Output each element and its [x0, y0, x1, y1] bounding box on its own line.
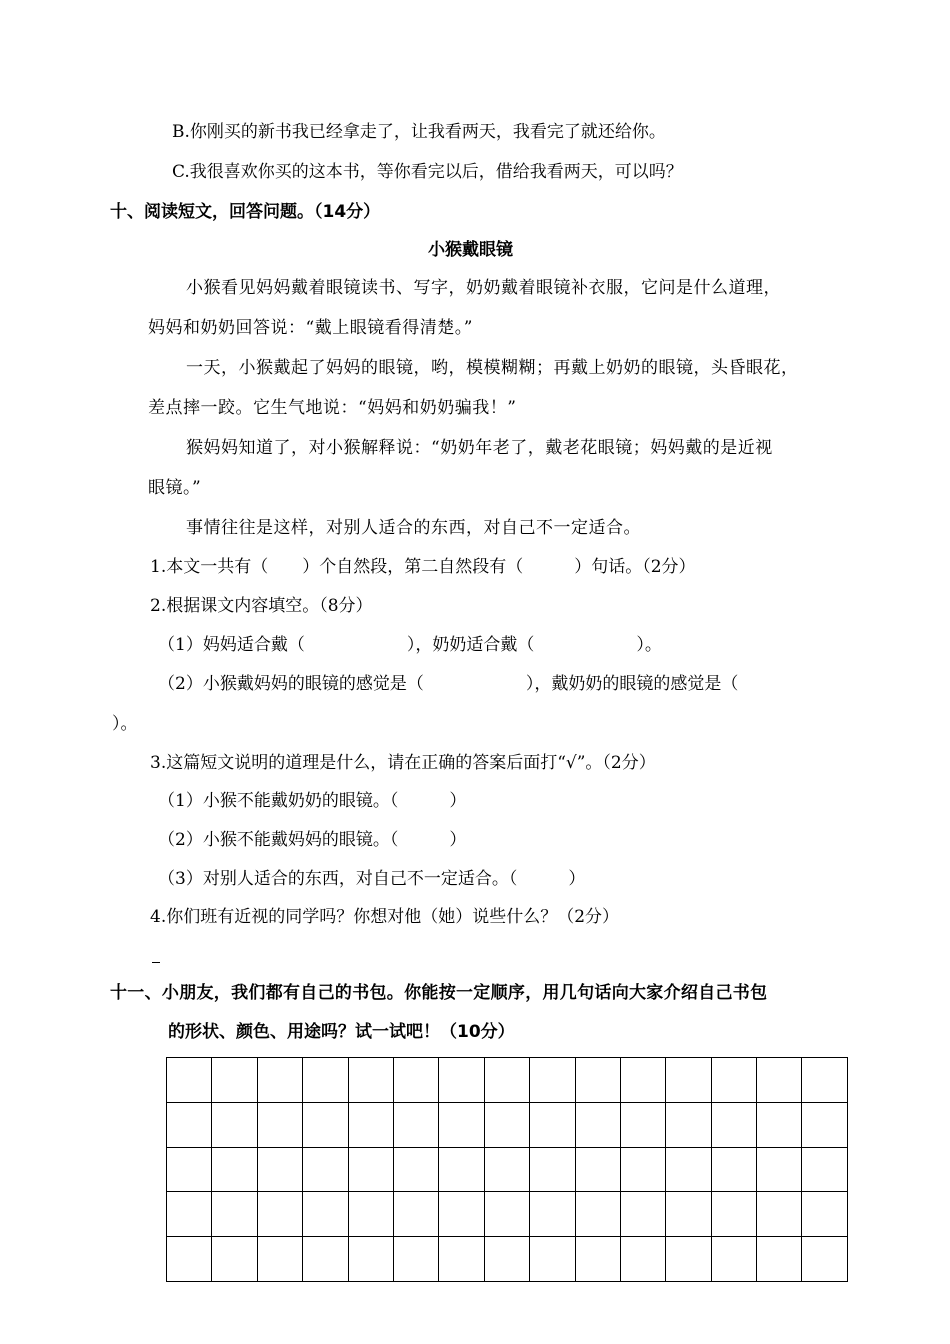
writing-grid-cell[interactable]	[393, 1102, 438, 1147]
writing-grid-cell[interactable]	[303, 1147, 348, 1192]
question-2-1: （1）妈妈适合戴（ ），奶奶适合戴（ ）。	[158, 635, 662, 655]
writing-grid-cell[interactable]	[212, 1058, 257, 1103]
question-2-2-line2: ）。	[112, 714, 138, 734]
question-3-option-3: （3）对别人适合的东西，对自己不一定适合。（ ）	[158, 869, 586, 889]
writing-grid-row	[167, 1237, 848, 1282]
writing-grid-cell[interactable]	[257, 1192, 302, 1237]
passage-para1-line1: 小猴看见妈妈戴着眼镜读书、写字，奶奶戴着眼镜补衣服，它问是什么道理，	[186, 278, 781, 298]
answer-line-mark	[152, 962, 160, 963]
question-2-2-line1: （2）小猴戴妈妈的眼镜的感觉是（ ），戴奶奶的眼镜的感觉是（	[158, 674, 739, 694]
writing-grid-cell[interactable]	[530, 1147, 575, 1192]
writing-grid-row	[167, 1147, 848, 1192]
writing-grid-cell[interactable]	[666, 1147, 711, 1192]
writing-grid-cell[interactable]	[575, 1147, 620, 1192]
writing-grid-row	[167, 1058, 848, 1103]
writing-grid-cell[interactable]	[439, 1102, 484, 1147]
writing-grid-cell[interactable]	[348, 1058, 393, 1103]
writing-grid-cell[interactable]	[575, 1102, 620, 1147]
writing-grid-cell[interactable]	[439, 1192, 484, 1237]
writing-grid-cell[interactable]	[303, 1058, 348, 1103]
writing-grid-cell[interactable]	[530, 1192, 575, 1237]
writing-grid-cell[interactable]	[484, 1147, 529, 1192]
writing-grid-cell[interactable]	[167, 1192, 212, 1237]
writing-grid-row	[167, 1102, 848, 1147]
writing-grid-cell[interactable]	[711, 1102, 756, 1147]
writing-grid-cell[interactable]	[393, 1147, 438, 1192]
writing-grid-cell[interactable]	[257, 1102, 302, 1147]
writing-grid-cell[interactable]	[212, 1192, 257, 1237]
writing-grid-cell[interactable]	[348, 1192, 393, 1237]
writing-grid-cell[interactable]	[620, 1102, 665, 1147]
writing-grid-cell[interactable]	[620, 1192, 665, 1237]
writing-grid-cell[interactable]	[348, 1102, 393, 1147]
passage-para2-line1: 一天，小猴戴起了妈妈的眼镜，哟，模模糊糊；再戴上奶奶的眼镜，头昏眼花，	[186, 358, 799, 378]
writing-grid-cell[interactable]	[757, 1237, 802, 1282]
writing-grid-cell[interactable]	[757, 1192, 802, 1237]
passage-para2-line2: 差点摔一跤。它生气地说：“妈妈和奶奶骗我！”	[148, 398, 517, 418]
section-10-heading: 十、阅读短文，回答问题。（14分）	[110, 202, 381, 222]
writing-grid-cell[interactable]	[711, 1237, 756, 1282]
writing-grid-cell[interactable]	[257, 1147, 302, 1192]
writing-grid-cell[interactable]	[212, 1102, 257, 1147]
writing-grid-cell[interactable]	[303, 1192, 348, 1237]
writing-grid-cell[interactable]	[393, 1192, 438, 1237]
passage-para1-line2: 妈妈和奶奶回答说：“戴上眼镜看得清楚。”	[148, 318, 473, 338]
writing-grid-cell[interactable]	[303, 1237, 348, 1282]
question-4: 4.你们班有近视的同学吗？你想对他（她）说些什么？（2分）	[150, 907, 620, 927]
writing-grid-cell[interactable]	[620, 1237, 665, 1282]
writing-grid-cell[interactable]	[666, 1058, 711, 1103]
writing-grid-cell[interactable]	[393, 1058, 438, 1103]
writing-grid-cell[interactable]	[711, 1147, 756, 1192]
writing-grid-cell[interactable]	[484, 1102, 529, 1147]
writing-grid-cell[interactable]	[530, 1102, 575, 1147]
writing-grid-cell[interactable]	[711, 1058, 756, 1103]
writing-grid-cell[interactable]	[439, 1147, 484, 1192]
writing-grid-cell[interactable]	[575, 1237, 620, 1282]
writing-grid-cell[interactable]	[757, 1058, 802, 1103]
writing-grid-cell[interactable]	[802, 1058, 847, 1103]
writing-grid-cell[interactable]	[348, 1147, 393, 1192]
writing-grid-cell[interactable]	[439, 1237, 484, 1282]
passage-para4: 事情往往是这样，对别人适合的东西，对自己不一定适合。	[186, 518, 641, 538]
passage-para3-line2: 眼镜。”	[148, 478, 202, 498]
question-3-option-2: （2）小猴不能戴妈妈的眼镜。（ ）	[158, 830, 467, 850]
writing-grid-cell[interactable]	[620, 1058, 665, 1103]
passage-para3-line1: 猴妈妈知道了，对小猴解释说：“奶奶年老了，戴老花眼镜；妈妈戴的是近视	[186, 438, 773, 458]
question-3: 3.这篇短文说明的道理是什么，请在正确的答案后面打“√”。（2分）	[150, 753, 656, 773]
writing-grid-cell[interactable]	[711, 1192, 756, 1237]
writing-grid-cell[interactable]	[666, 1192, 711, 1237]
writing-grid-cell[interactable]	[484, 1237, 529, 1282]
writing-grid-cell[interactable]	[575, 1058, 620, 1103]
writing-grid-cell[interactable]	[802, 1237, 847, 1282]
writing-grid-cell[interactable]	[393, 1237, 438, 1282]
passage-title: 小猴戴眼镜	[428, 240, 513, 260]
writing-grid-cell[interactable]	[802, 1147, 847, 1192]
writing-grid-row	[167, 1192, 848, 1237]
writing-grid-cell[interactable]	[802, 1102, 847, 1147]
writing-grid[interactable]	[166, 1057, 848, 1282]
section-11-heading-line2: 的形状、颜色、用途吗？试一试吧！（10分）	[168, 1022, 515, 1042]
section-11-heading-line1: 十一、小朋友，我们都有自己的书包。你能按一定顺序，用几句话向大家介绍自己书包	[110, 983, 768, 1003]
writing-grid-cell[interactable]	[484, 1192, 529, 1237]
question-3-option-1: （1）小猴不能戴奶奶的眼镜。（ ）	[158, 791, 467, 811]
writing-grid-cell[interactable]	[757, 1102, 802, 1147]
writing-grid-cell[interactable]	[257, 1237, 302, 1282]
writing-grid-cell[interactable]	[530, 1058, 575, 1103]
writing-grid-cell[interactable]	[484, 1058, 529, 1103]
writing-grid-cell[interactable]	[530, 1237, 575, 1282]
writing-grid-cell[interactable]	[167, 1147, 212, 1192]
writing-grid-cell[interactable]	[212, 1147, 257, 1192]
writing-grid-cell[interactable]	[802, 1192, 847, 1237]
question-2: 2.根据课文内容填空。（8分）	[150, 596, 373, 616]
writing-grid-cell[interactable]	[439, 1058, 484, 1103]
writing-grid-cell[interactable]	[212, 1237, 257, 1282]
writing-grid-cell[interactable]	[620, 1147, 665, 1192]
writing-grid-cell[interactable]	[303, 1102, 348, 1147]
writing-grid-cell[interactable]	[575, 1192, 620, 1237]
option-c: C.我很喜欢你买的这本书，等你看完以后，借给我看两天，可以吗？	[172, 162, 683, 182]
writing-grid-cell[interactable]	[167, 1237, 212, 1282]
writing-grid-cell[interactable]	[167, 1058, 212, 1103]
writing-grid-cell[interactable]	[257, 1058, 302, 1103]
option-b: B.你刚买的新书我已经拿走了，让我看两天，我看完了就还给你。	[172, 122, 666, 142]
writing-grid-cell[interactable]	[757, 1147, 802, 1192]
writing-grid-cell[interactable]	[348, 1237, 393, 1282]
writing-grid-cell[interactable]	[666, 1237, 711, 1282]
question-1: 1.本文一共有（ ）个自然段，第二自然段有（ ）句话。（2分）	[150, 557, 696, 577]
writing-grid-cell[interactable]	[167, 1102, 212, 1147]
writing-grid-cell[interactable]	[666, 1102, 711, 1147]
